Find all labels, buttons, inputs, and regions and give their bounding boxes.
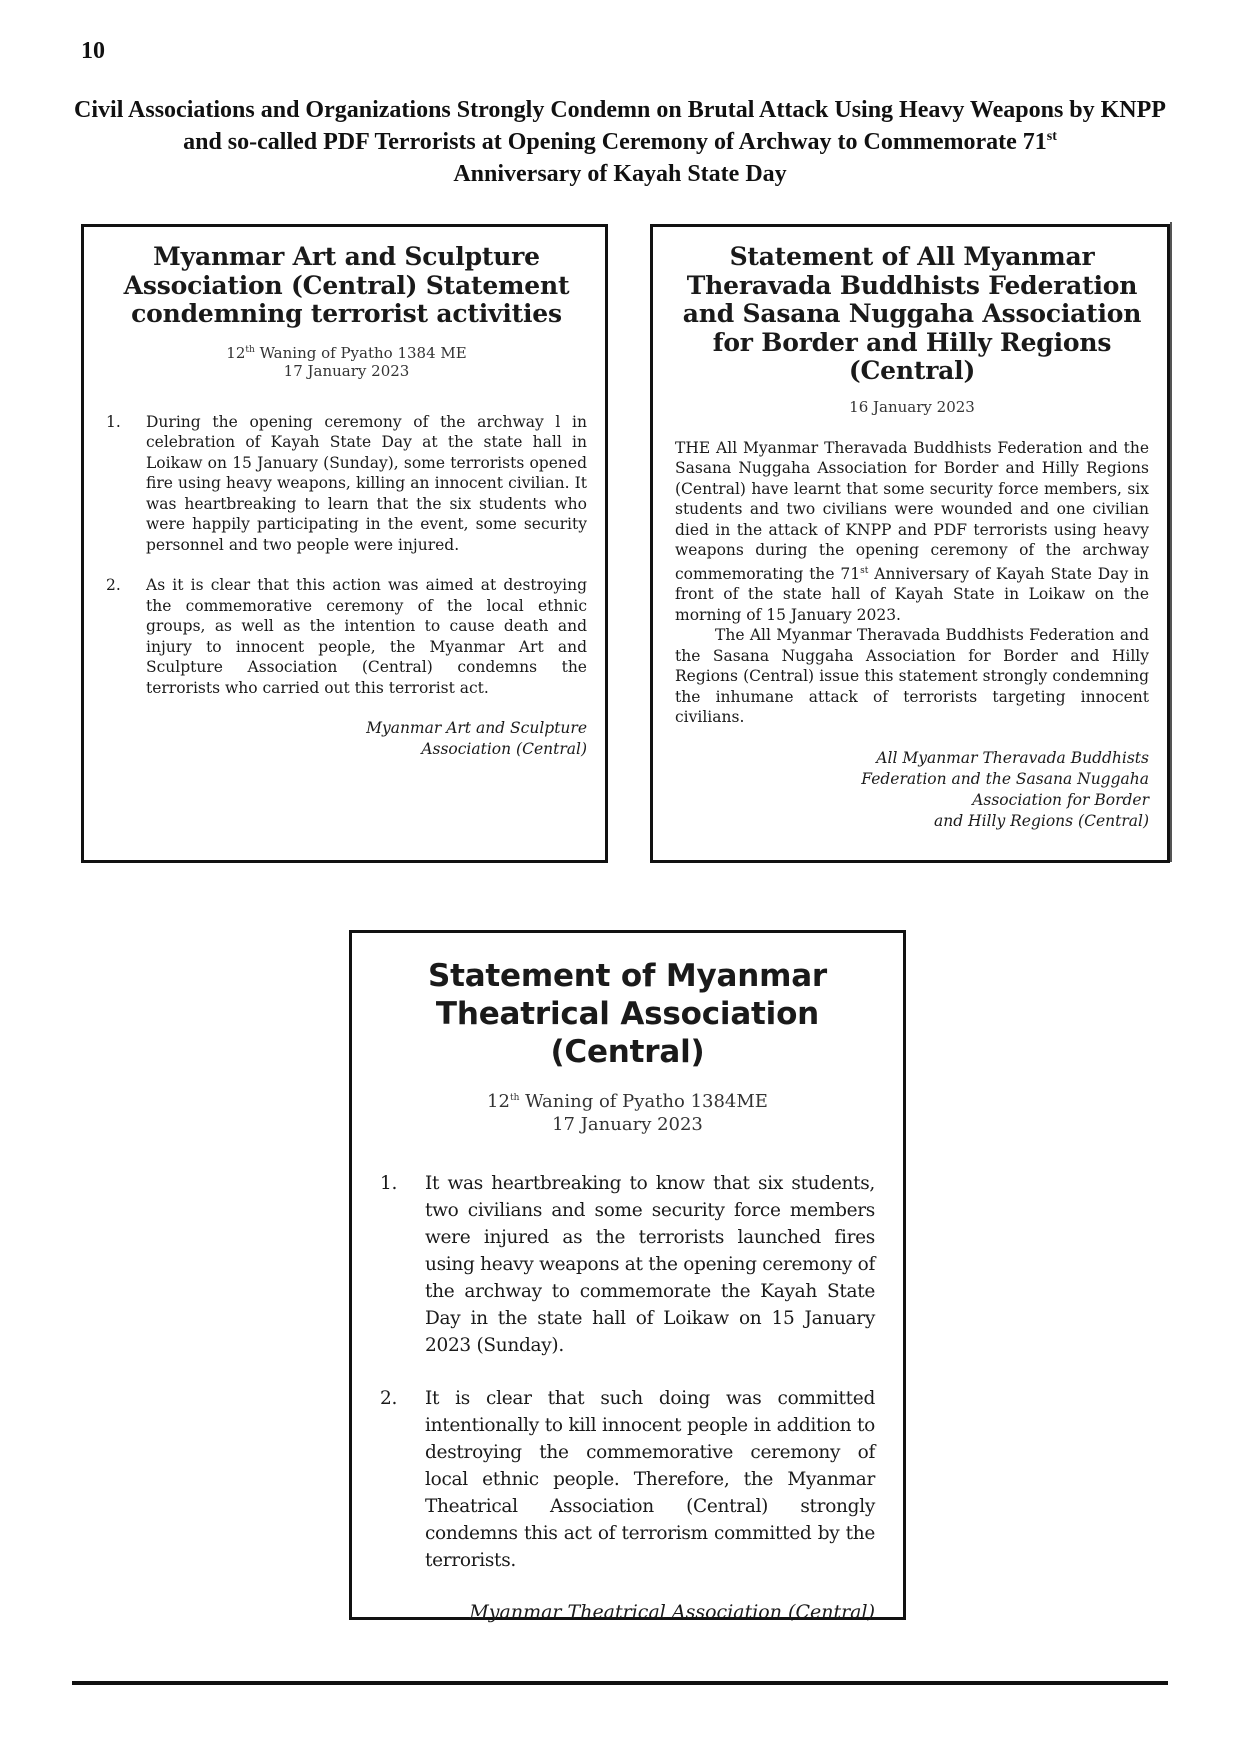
statement-title: Statement of Myanmar Theatrical Association (Central) [427, 958, 828, 1070]
statement-box-art-sculpture [81, 224, 608, 863]
statement-body [675, 438, 1149, 728]
date-myanmar: Waning of Pyatho 1384ME [519, 1091, 768, 1112]
list-item [106, 412, 587, 556]
date-gregorian: 17 January 2023 [552, 1114, 703, 1135]
signature-line: Myanmar Art and Sculpture [366, 719, 587, 737]
statement-paragraph: The All Myanmar Theravada Buddhists Federation and the Sasana Nuggaha Association for Border and Hilly Regions (Central) issue this statement strongly condemning the inhumane attack of terrorists targeting innocent civilians. [675, 626, 1149, 727]
page-title-superscript: st [1046, 129, 1057, 144]
signature-line: Myanmar Theatrical Association (Central) [469, 1601, 875, 1623]
item-number: 1. [106, 412, 121, 431]
date-gregorian: 17 January 2023 [283, 361, 410, 380]
statement-date [106, 341, 587, 380]
signature-line: Federation and the Sasana Nuggaha [861, 769, 1149, 788]
statement-title: Myanmar Art and Sculpture Association (Central) Statement condemning terrorist activities [123, 242, 570, 328]
paragraph-superscript: st [860, 565, 869, 576]
list-item [106, 575, 587, 698]
signature-line: and Hilly Regions (Central) [933, 811, 1149, 830]
statement-paragraph [675, 438, 1149, 626]
page-title-end: Anniversary of Kayah State Day [453, 161, 787, 187]
item-text: As it is clear that this action was aimed at destroying the commemorative ceremony of the local ethnic groups, as well as the intention to cause death and injury to innocent people, the Myanmar Art and Sculpture Association (Central) condemns the terrorists who carried out this terrorist act. [146, 576, 587, 697]
statement-signature [380, 1600, 875, 1625]
list-item [380, 1385, 875, 1574]
column-divider [1170, 222, 1172, 862]
page-title [60, 94, 1180, 190]
page-title-main: Civil Associations and Organizations Strongly Condemn on Brutal Attack Using Heavy Weapons by KNPP and so-called PDF Terrorists at Opening Ceremony of Archway to Commemorate 71 [74, 97, 1166, 155]
statement-box-buddhists-federation [650, 224, 1170, 863]
statement-date [675, 398, 1149, 416]
date-ordinal: th [509, 1093, 520, 1103]
statement-box-theatrical [349, 930, 906, 1623]
signature-line: All Myanmar Theravada Buddhists [876, 748, 1149, 767]
signature-line: Association (Central) [421, 740, 587, 758]
paragraph-text: Anniversary of Kayah State Day in front of the state hall of Kayah State in Loikaw on the morning of 15 January 2023. [675, 564, 1149, 624]
item-number: 2. [380, 1388, 398, 1409]
list-item [380, 1170, 875, 1359]
statement-items [106, 412, 587, 699]
statement-date [380, 1087, 875, 1136]
date-day: 12 [487, 1091, 510, 1112]
date-day: 12 [226, 343, 246, 362]
date-myanmar: Waning of Pyatho 1384 ME [254, 343, 467, 362]
statement-signature [675, 748, 1149, 832]
page-number: 10 [81, 38, 105, 64]
item-number: 1. [380, 1173, 398, 1194]
footer-rule [72, 1681, 1168, 1685]
signature-line: Association for Border [972, 790, 1149, 809]
statement-signature [106, 718, 587, 760]
item-text: During the opening ceremony of the archway l in celebration of Kayah State Day at the state hall in Loikaw on 15 January (Sunday), some terrorists opened fire using heavy weapons, killing an innocent civilian. It was heartbreaking to learn that the six students who were happily participating in the event, some security personnel and two people were injured. [146, 412, 587, 554]
item-text: It is clear that such doing was committed intentionally to kill innocent people in addition to destroying the commemorative ceremony of local ethnic people. Therefore, the Myanmar Theatrical Association (Central) strongly condemns this act of terrorism committed by the terrorists. [425, 1388, 875, 1571]
item-number: 2. [106, 576, 121, 594]
statement-title: Statement of All Myanmar Theravada Buddhists Federation and Sasana Nuggaha Association for Border and Hilly Regions (Central) [682, 242, 1142, 385]
date-gregorian: 16 January 2023 [849, 397, 975, 416]
date-ordinal: th [245, 344, 255, 355]
statement-items [380, 1170, 875, 1574]
item-text: It was heartbreaking to know that six students, two civilians and some security force members were injured as the terrorists launched fires using heavy weapons at the opening ceremony of the archway to commemorate the Kayah State Day in the state hall of Loikaw on 15 January 2023 (Sunday). [425, 1173, 875, 1356]
paragraph-text: THE All Myanmar Theravada Buddhists Federation and the Sasana Nuggaha Association for Border and Hilly Regions (Central) have learnt that some security force members, six students and two civilians were wounded and one civilian died in the attack of KNPP and PDF terrorists using heavy weapons during the opening ceremony of the archway commemorating the 71 [675, 438, 1149, 583]
